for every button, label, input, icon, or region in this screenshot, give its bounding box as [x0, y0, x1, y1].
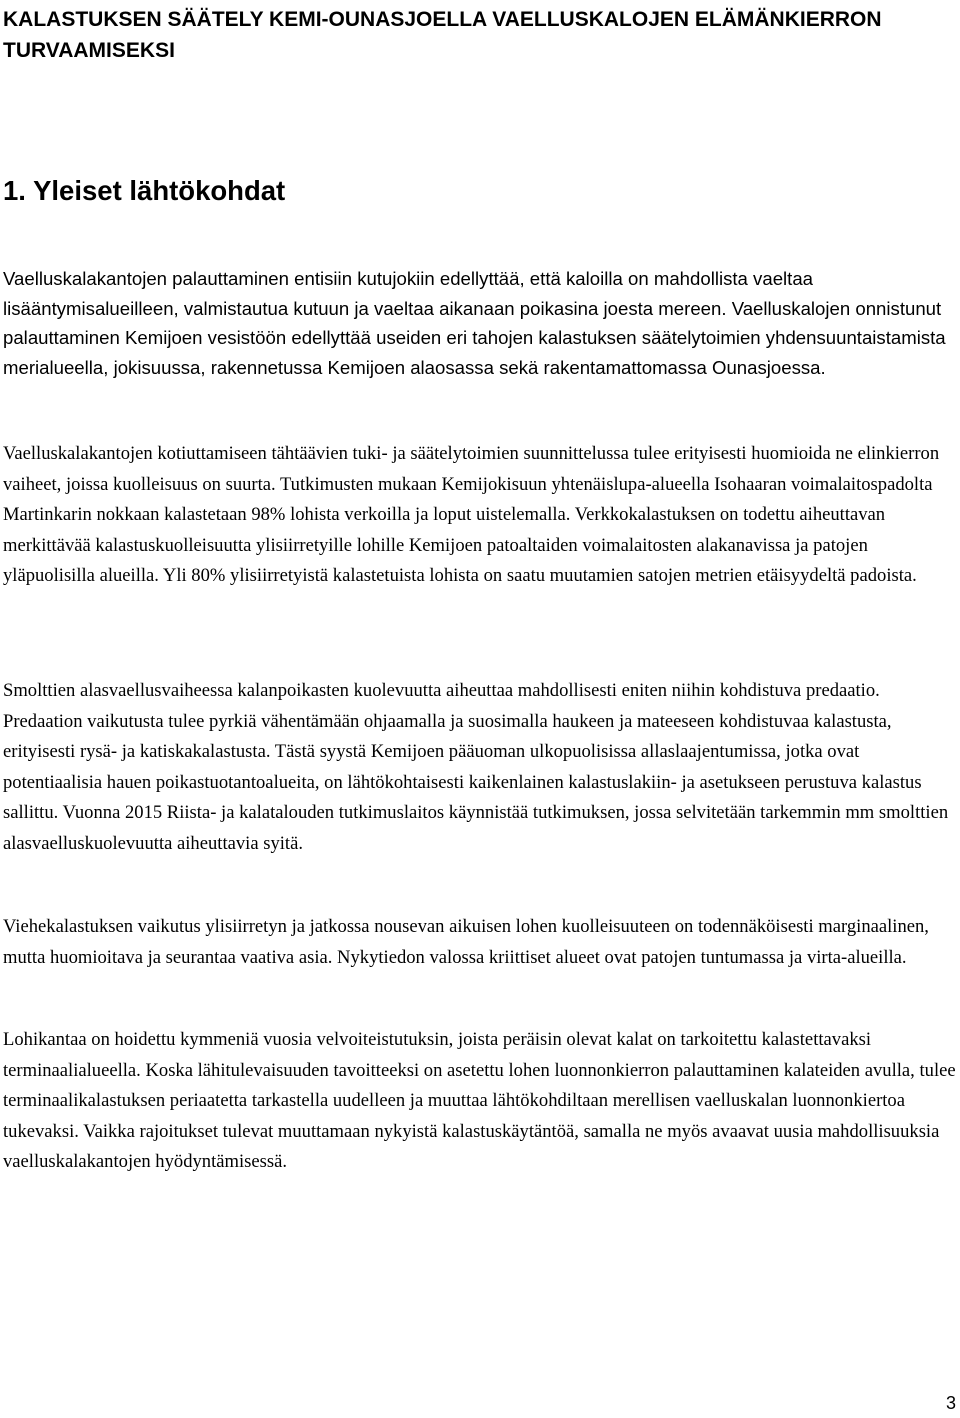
paragraph-5: Lohikantaa on hoidettu kymmeniä vuosia velvoiteistutuksin, joista peräisin olevat kalat on tarkoitettu kalastettavaksi terminaalialueella. Koska lähitulevaisuuden tavoitteeksi on asetettu lohen luonnonkierron palauttaminen kalateiden avulla, tulee terminaalikalastuksen periaatetta tarkastella uudelleen ja muuttaa lähtökohdiltaan merellisen vaelluskalan luonnonkiertoa tukevaksi. Vaikka rajoitukset tulevat muuttamaan nykyistä kalastuskäytäntöä, samalla ne myös avaavat uusia mahdollisuuksia vaelluskalakantojen hyödyntämisessä. — [3, 1029, 956, 1173]
paragraph-4: Viehekalastuksen vaikutus ylisiirretyn ja jatkossa nousevan aikuisen lohen kuolleisuuteen on todennäköisesti marginaalinen, mutta huomioitava ja seurantaa vaativa asia. Nykytiedon valossa kriittiset alueet ovat patojen tuntumassa ja virta-alueilla. — [3, 916, 929, 968]
paragraph-2: Vaelluskalakantojen kotiuttamiseen tähtäävien tuki- ja säätelytoimien suunnittelussa tulee erityisesti huomioida ne elinkierron vaiheet, joissa kuolleisuus on suurta. Tutkimusten mukaan Kemijokisuun yhtenäislupa-alueella Isohaaran voimalaitospadolta Martinkarin nokkaan kalastetaan 98% lohista verkoilla ja loput uistelemalla. Verkkokalastuksen on todettu aiheuttavan merkittävää kalastuskuolleisuutta ylisiirretyille lohille Kemijoen patoaltaiden voimalaitosten alakanavissa ja patojen yläpuolisilla alueilla. Yli 80% ylisiirretyistä kalastetuista lohista on saatu muutamien satojen metrien etäisyydeltä padoista. — [3, 443, 940, 587]
paragraph-1: Vaelluskalakantojen palauttaminen entisiin kutujokiin edellyttää, että kaloilla on mahdollista vaeltaa lisääntymisalueilleen, valmistautua kutuun ja vaeltaa aikanaan poikasina joesta mereen. Vaelluskalojen onnistunut palauttaminen Kemijoen vesistöön edellyttää useiden eri tahojen kalastuksen säätelytoimien yhdensuuntaistamista merialueella, jokisuussa, rakennetussa Kemijoen alaosassa sekä rakentamattomassa Ounasjoessa. — [3, 268, 946, 378]
document-title: KALASTUKSEN SÄÄTELY KEMI-OUNASJOELLA VAELLUSKALOJEN ELÄMÄNKIERRON TURVAAMISEKSI — [3, 8, 882, 62]
page-number: 3 — [945, 1393, 956, 1413]
paragraph-3: Smolttien alasvaellusvaiheessa kalanpoikasten kuolevuutta aiheuttaa mahdollisesti eniten niihin kohdistuva predaatio. Predaation vaikutusta tulee pyrkiä vähentämään ohjaamalla ja suosimalla haukeen ja mateeseen kohdistuvaa kalastusta, erityisesti rysä- ja katiskakalastusta. Tästä syystä Kemijoen pääuoman ulkopuolisissa allaslaajentumissa, jotka ovat potentiaalisia hauen poikastuotantoalueita, on lähtökohtaisesti kaikenlainen kalastuslakiin- ja asetukseen perustuva kalastus sallittu. Vuonna 2015 Riista- ja kalatalouden tutkimuslaitos käynnistää tutkimuksen, jossa selvitetään tarkemmin mm smolttien alasvaelluskuolevuutta aiheuttavia syitä. — [3, 680, 949, 854]
section-heading: 1. Yleiset lähtökohdat — [3, 175, 286, 206]
